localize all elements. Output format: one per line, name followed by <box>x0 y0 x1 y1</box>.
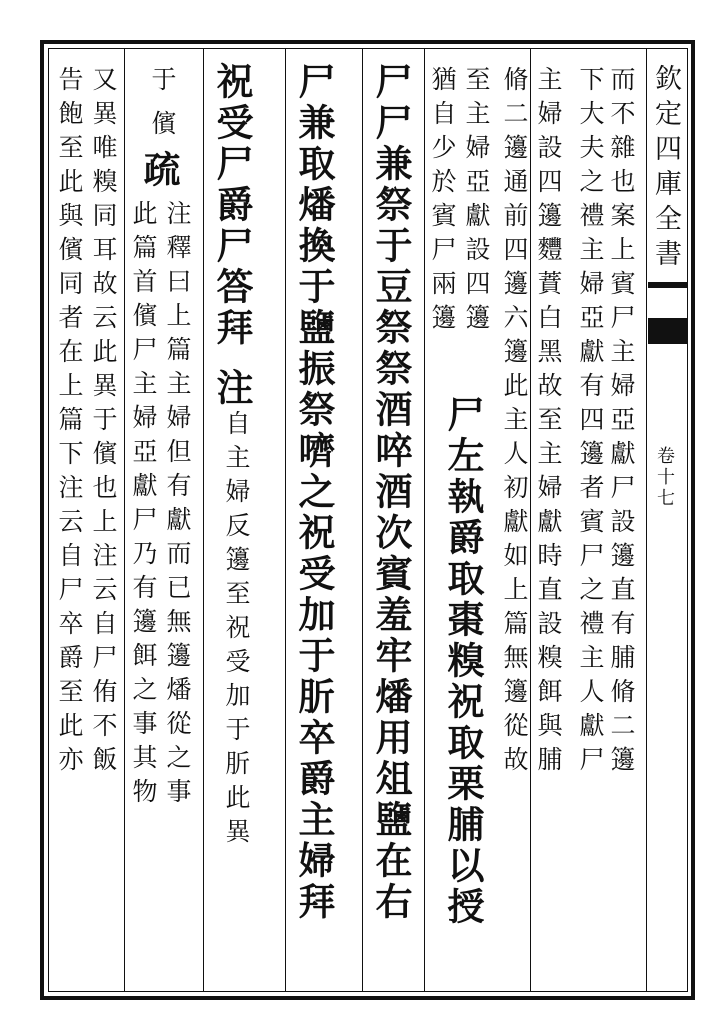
text-column: 此篇首儐尸主婦亞獻尸乃有籩餌之事其物 <box>129 200 158 812</box>
text-column: 至主婦亞獻設四籩 <box>462 66 491 338</box>
annotation-mark-shu: 疏 <box>137 150 181 191</box>
volume-label: 卷十七 <box>654 446 675 509</box>
text-column: 而不雜也案上賓尸主婦亞獻尸設籩直有脯脩二籩 <box>607 66 636 780</box>
column-rule <box>124 48 125 992</box>
column-rule <box>362 48 363 992</box>
text-column: 自主婦反籩至祝受加于肵此異 <box>222 410 251 852</box>
text-column: 又異唯糗同耳故云此異于儐也上注云自尸侑不飯 <box>89 66 118 780</box>
text-column: 脩二籩通前四籩六籩此主人初獻如上篇無籩從故 <box>500 66 529 780</box>
text-column: 祝受尸爵尸答拜 <box>210 62 254 349</box>
column-rule <box>530 48 531 992</box>
text-column: 猶自少於賓尸兩籩 <box>428 66 457 338</box>
text-column: 下大夫之禮主婦亞獻有四籩者賓尸之禮主人獻尸 <box>576 66 605 780</box>
text-column: 儐 <box>148 110 177 144</box>
column-rule <box>424 48 425 992</box>
annotation-mark-zhu: 注 <box>210 368 254 409</box>
fishtail-mark <box>648 318 688 344</box>
text-column: 告飽至此與儐同者在上篇下注云自尸卒爵至此亦 <box>55 66 84 780</box>
text-column: 注釋曰上篇主婦但有獻而已無籩燔從之事 <box>163 200 192 812</box>
text-column: 主婦設四籩麷蕡白黑故至主婦獻時直設糗餌與脯 <box>534 66 563 780</box>
text-column: 尸兼取燔換于鹽振祭嚌之祝受加于肵卒爵主婦拜 <box>292 62 336 923</box>
text-column: 于 <box>148 66 177 100</box>
fishtail-line <box>648 282 688 288</box>
column-rule <box>203 48 204 992</box>
text-column: 尸左執爵取棗糗祝取栗脯以授 <box>441 395 485 928</box>
book-title: 欽定四庫全書 <box>650 64 681 274</box>
column-rule <box>285 48 286 992</box>
margin-rule <box>646 48 647 992</box>
text-column: 尸尸兼祭于豆祭祭酒啐酒次賓羞牢燔用俎鹽在右 <box>369 62 413 923</box>
